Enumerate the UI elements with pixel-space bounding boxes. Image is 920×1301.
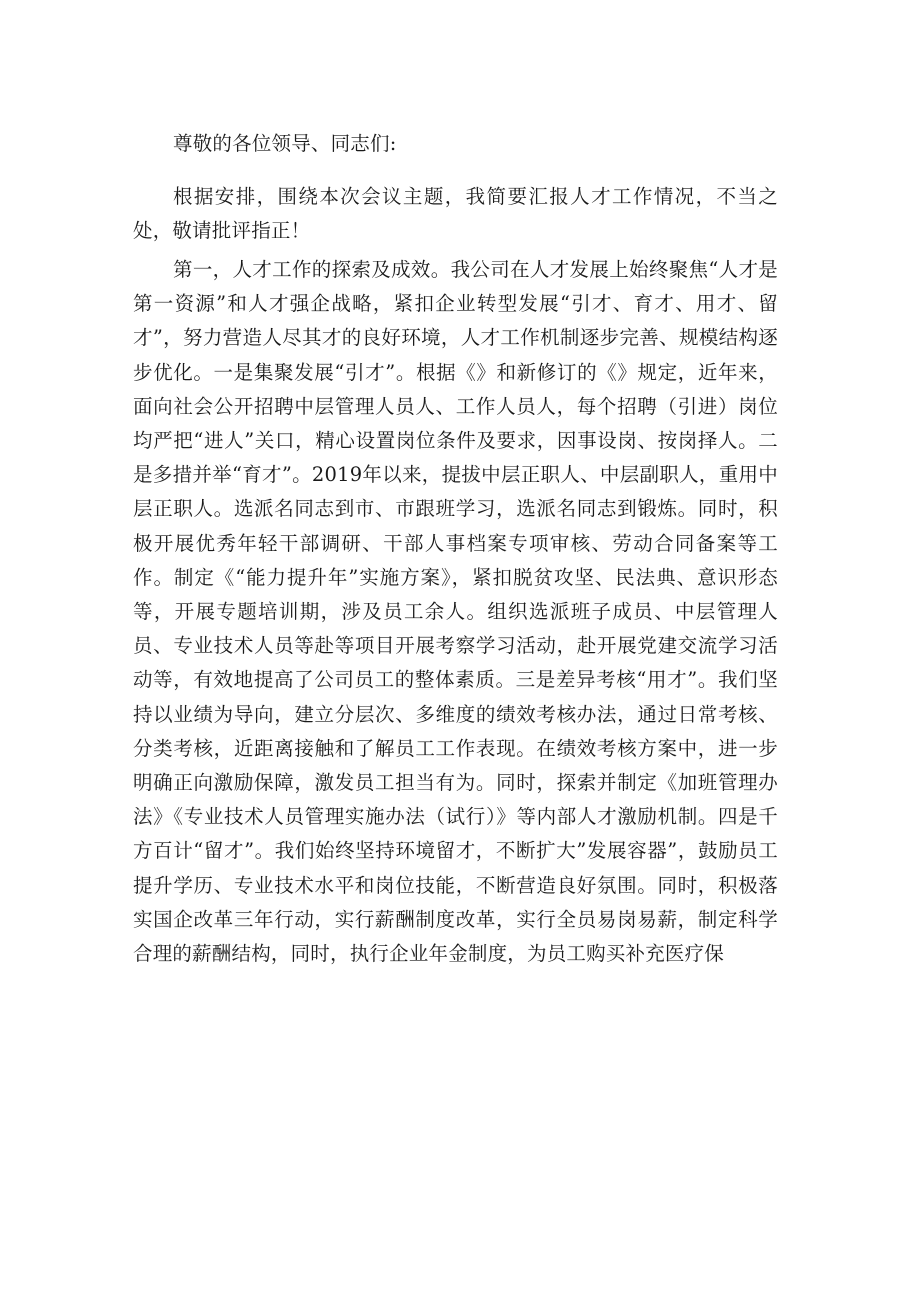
intro-paragraph: 根据安排，围绕本次会议主题，我简要汇报人才工作情况，不当之处，敬请批评指正！ <box>133 185 778 243</box>
body-paragraph: 第一，人才工作的探索及成效。我公司在人才发展上始终聚焦“人才是第一资源”和人才强企战略，紧扣企业转型发展“引才、育才、用才、留才”，努力营造人尽其才的良好环境，人才工作机制逐步完善、规模结构逐步优化。一是集聚发展“引才”。根据《》和新修订的《》规定，近年来，面向社会公开招聘中层管理人员人、工作人员人，每个招聘（引进）岗位均严把“进人”关口，精心设置岗位条件及要求，因事设岗、按岗择人。二是多措并举“育才”。2019年以来，提拔中层正职人、中层副职人，重用中层正职人。选派名同志到市、市跟班学习，选派名同志到锻炼。同时，积极开展优秀年轻干部调研、干部人事档案专项审核、劳动合同备案等工作。制定《“能力提升年”实施方案》，紧扣脱贫攻坚、民法典、意识形态等，开展专题培训期，涉及员工余人。组织选派班子成员、中层管理人员、专业技术人员等赴等项目开展考察学习活动，赴开展党建交流学习活动等，有效地提高了公司员工的整体素质。三是差异考核“用才”。我们坚持以业绩为导向，建立分层次、多维度的绩效考核办法，通过日常考核、分类考核，近距离接触和了解员工工作表现。在绩效考核方案中，进一步明确正向激励保障，激发员工担当有为。同时，探索并制定《加班管理办法》《专业技术人员管理实施办法（试行）》等内部人才激励机制。四是千方百计“留才”。我们始终坚持环境留才，不断扩大”发展容器”，鼓励员工提升学历、专业技术水平和岗位技能，不断营造良好氛围。同时，积极落实国企改革三年行动，实行薪酬制度改革，实行全员易岗易薪，制定科学合理的薪酬结构，同时，执行企业年金制度，为员工购买补充医疗保 <box>133 258 778 966</box>
salutation: 尊敬的各位领导、同志们: <box>173 132 397 155</box>
